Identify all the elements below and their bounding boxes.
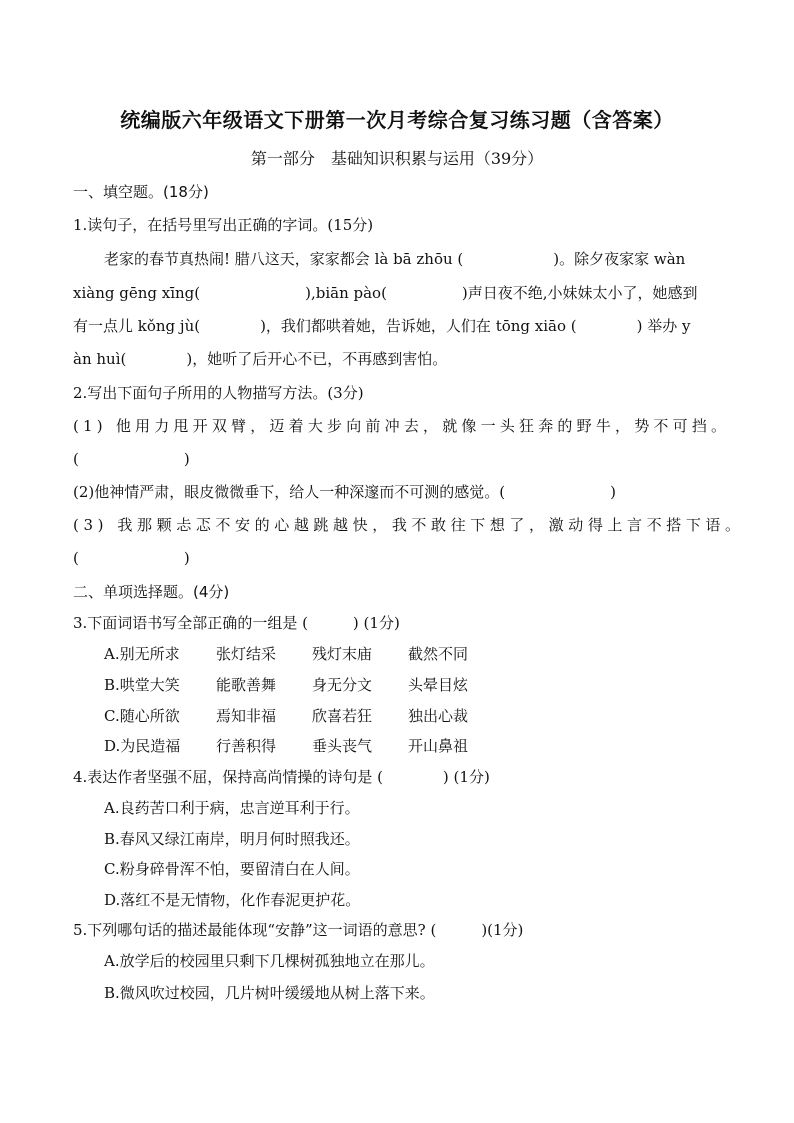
question-1-line-4: àn huì( )，她听了后开心不已，不再感到害怕。 (73, 350, 448, 368)
question-5-prompt: 5.下列哪句话的描述最能体现“安静”这一词语的意思? ( )(1分) (73, 921, 524, 939)
option-label: D.为民造福 (104, 737, 181, 755)
question-5-option-b: B.微风吹过校园，几片树叶缓缓地从树上落下来。 (104, 984, 435, 1002)
question-4-option-c: C.粉身碎骨浑不怕，要留清白在人间。 (104, 860, 360, 878)
option-word: 能歌善舞 (216, 676, 277, 694)
option-label: A.别无所求 (104, 645, 180, 663)
option-word: 头晕目炫 (408, 676, 469, 694)
option-word: 焉知非福 (216, 707, 277, 725)
question-2-item-3: (3) 我那颗忐忑不安的心越跳越快，我不敢往下想了，激动得上言不搭下语。 (73, 516, 745, 534)
part-subtitle: 第一部分 基础知识积累与运用（39分） (250, 149, 544, 168)
option-word: 行善积得 (216, 737, 277, 755)
option-word: 截然不同 (408, 645, 469, 663)
option-word: 欣喜若狂 (312, 707, 373, 725)
question-3-option-c (104, 704, 754, 728)
question-2-prompt: 2.写出下面句子所用的人物描写方法。(3分) (73, 384, 364, 402)
section-heading-fill-in: 一、填空题。(18分) (73, 183, 209, 201)
section-heading-choice: 二、单项选择题。(4分) (73, 583, 230, 601)
question-1-line-1: 老家的春节真热闹! 腊八这天，家家都会 là bā zhōu ( )。除夕夜家家 wàn (104, 250, 686, 268)
question-3-prompt: 3.下面词语书写全部正确的一组是 ( ) (1分) (73, 614, 400, 632)
question-1-prompt: 1.读句子，在括号里写出正确的字词。(15分) (73, 216, 374, 234)
question-1-line-3: 有一点儿 kǒng jù( )，我们都哄着她，告诉她，人们在 tōng xiāo ( ) 举办 y (73, 317, 691, 335)
option-word: 开山鼻祖 (408, 737, 469, 755)
question-5-option-a: A.放学后的校园里只剩下几棵树孤独地立在那儿。 (104, 952, 435, 970)
option-label: C.随心所欲 (104, 707, 180, 725)
question-2-item-1: (1) 他用力甩开双臂，迈着大步向前冲去，就像一头狂奔的野牛，势不可挡。 (73, 417, 731, 435)
question-2-item-3-blank: ( ) (73, 549, 190, 567)
option-word: 独出心裁 (408, 707, 469, 725)
question-3-option-a (104, 642, 754, 666)
option-word: 垂头丧气 (312, 737, 373, 755)
question-2-item-2: (2)他神情严肃，眼皮微微垂下，给人一种深邃而不可测的感觉。( ) (73, 483, 616, 501)
option-word: 张灯结采 (216, 645, 277, 663)
option-label: B.哄堂大笑 (104, 676, 180, 694)
question-4-option-d: D.落红不是无情物，化作春泥更护花。 (104, 891, 361, 909)
question-3-option-b (104, 673, 754, 697)
option-word: 残灯末庙 (312, 645, 373, 663)
question-4-prompt: 4.表达作者坚强不屈，保持高尚情操的诗句是 ( ) (1分) (73, 768, 490, 786)
question-2-item-1-blank: ( ) (73, 450, 190, 468)
question-4-option-b: B.春风又绿江南岸，明月何时照我还。 (104, 830, 360, 848)
question-3-option-d (104, 734, 754, 758)
option-word: 身无分文 (312, 676, 373, 694)
question-4-option-a: A.良药苦口利于病，忠言逆耳利于行。 (104, 799, 360, 817)
question-1-line-2: xiàng gēng xīng( ),biān pào( )声日夜不绝,小妹妹太小了，她感到 (73, 284, 698, 302)
document-title: 统编版六年级语文下册第一次月考综合复习练习题（含答案） (120, 108, 674, 132)
